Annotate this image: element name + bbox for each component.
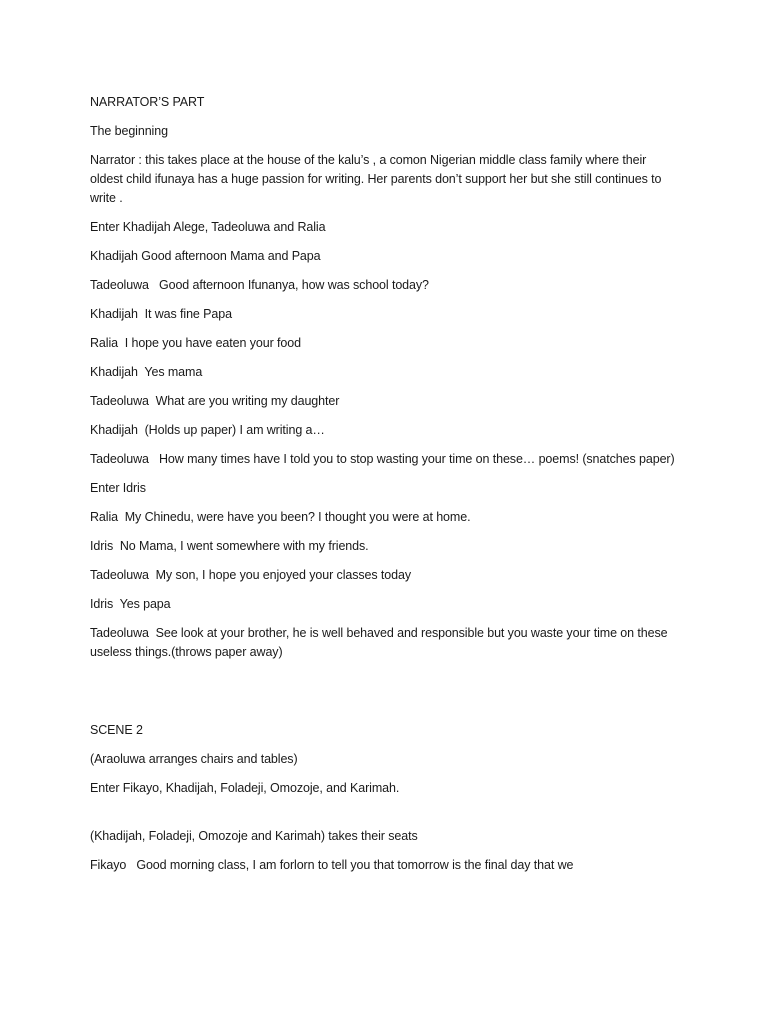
stage-direction: Enter Fikayo, Khadijah, Foladeji, Omozoje, and Karimah. <box>90 781 400 795</box>
document-body <box>90 93 680 885</box>
dialogue-line: Tadeoluwa Good afternoon Ifunanya, how was school today? <box>90 278 429 292</box>
dialogue-line: Tadeoluwa How many times have I told you to stop wasting your time on these… poems! (snatches paper) <box>90 452 675 466</box>
dialogue-line: Tadeoluwa What are you writing my daughter <box>90 394 340 408</box>
dialogue-line: Idris No Mama, I went somewhere with my friends. <box>90 539 369 553</box>
narration-paragraph: Narrator : this takes place at the house of the kalu’s , a comon Nigerian middle class family where their oldest child ifunaya has a huge passion for writing. Her parents don’t support her but she still continues to write . <box>90 153 665 205</box>
dialogue-line: Idris Yes papa <box>90 597 171 611</box>
dialogue-line: Khadijah Good afternoon Mama and Papa <box>90 249 321 263</box>
subheading: The beginning <box>90 124 168 138</box>
stage-direction: Enter Idris <box>90 481 146 495</box>
stage-direction: (Khadijah, Foladeji, Omozoje and Karimah) takes their seats <box>90 829 418 843</box>
section-heading: NARRATOR’S PART <box>90 95 205 109</box>
scene-heading: SCENE 2 <box>90 723 143 737</box>
dialogue-line: Ralia I hope you have eaten your food <box>90 336 301 350</box>
dialogue-line: Khadijah It was fine Papa <box>90 307 232 321</box>
stage-direction: (Araoluwa arranges chairs and tables) <box>90 752 298 766</box>
dialogue-line: Khadijah (Holds up paper) I am writing a… <box>90 423 325 437</box>
dialogue-line: Fikayo Good morning class, I am forlorn to tell you that tomorrow is the final day that we <box>90 858 574 872</box>
dialogue-line: Ralia My Chinedu, were have you been? I thought you were at home. <box>90 510 471 524</box>
dialogue-line: Tadeoluwa See look at your brother, he is well behaved and responsible but you waste your time on these useless things.(throws paper away) <box>90 626 671 659</box>
dialogue-line: Khadijah Yes mama <box>90 365 203 379</box>
dialogue-line: Tadeoluwa My son, I hope you enjoyed your classes today <box>90 568 411 582</box>
stage-direction: Enter Khadijah Alege, Tadeoluwa and Ralia <box>90 220 326 234</box>
